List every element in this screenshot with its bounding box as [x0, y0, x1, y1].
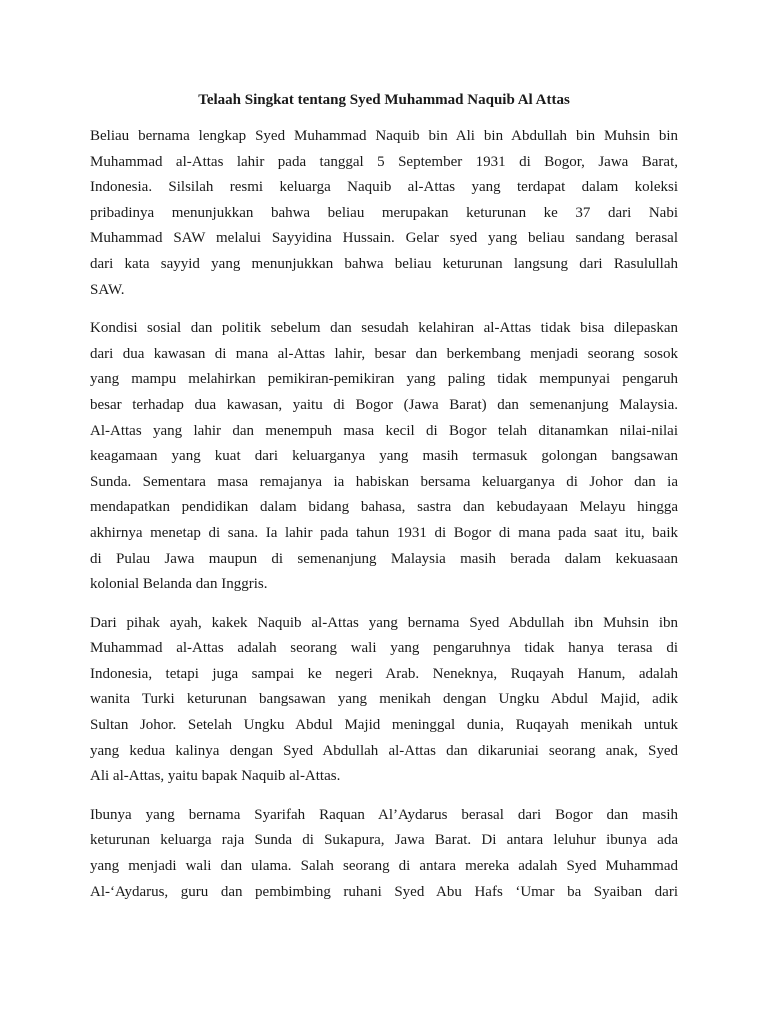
paragraph-line: Beliau bernama lengkap Syed Muhammad Naquib bin Ali bin Abdullah bin Muhsin bin: [90, 128, 678, 144]
paragraph-line: Muhammad SAW melalui Sayyidina Hussain. Gelar syed yang beliau sandang berasal: [90, 230, 678, 247]
paragraph-line: keturunan keluarga raja Sunda di Sukapura, Jawa Barat. Di antara leluhur ibunya ada: [90, 832, 678, 849]
paragraph-line: mendapatkan pendidikan dalam bidang bahasa, sastra dan kebudayaan Melayu hingga: [90, 499, 678, 516]
paragraph-line: Indonesia. Silsilah resmi keluarga Naquib al-Attas yang terdapat dalam koleksi: [90, 179, 678, 196]
document-title: Telaah Singkat tentang Syed Muhammad Naquib Al Attas: [198, 92, 570, 108]
paragraph-line: dari dua kawasan di mana al-Attas lahir, besar dan berkembang menjadi seorang sosok: [90, 345, 678, 362]
paragraph-line: Ali al-Attas, yaitu bapak Naquib al-Attas.: [90, 768, 341, 785]
paragraph-line: Dari pihak ayah, kakek Naquib al-Attas yang bernama Syed Abdullah ibn Muhsin ibn: [90, 614, 678, 631]
paragraph-4: [90, 803, 678, 905]
paragraph-line: kolonial Belanda dan Inggris.: [90, 576, 268, 593]
paragraph-line: yang kedua kalinya dengan Syed Abdullah al-Attas dan dikaruniai seorang anak, Syed: [90, 742, 678, 759]
paragraph-line: Ibunya yang bernama Syarifah Raquan Al’Aydarus berasal dari Bogor dan masih: [90, 806, 678, 823]
paragraph-line: akhirnya menetap di sana. Ia lahir pada tahun 1931 di Bogor di mana pada saat itu, baik: [90, 524, 678, 541]
paragraph-line: Sunda. Sementara masa remajanya ia habiskan bersama keluarganya di Johor dan ia: [90, 473, 678, 490]
document-body: [90, 124, 678, 905]
paragraph-line: Al-‘Aydarus, guru dan pembimbing ruhani Syed Abu Hafs ‘Umar ba Syaiban dari: [90, 883, 678, 900]
paragraph-line: keagamaan yang kuat dari keluarganya yang masih termasuk golongan bangsawan: [90, 448, 678, 465]
paragraph-line: Al-Attas yang lahir dan menempuh masa kecil di Bogor telah ditanamkan nilai-nilai: [90, 422, 678, 439]
paragraph-line: wanita Turki keturunan bangsawan yang menikah dengan Ungku Abdul Majid, adik: [90, 691, 678, 708]
paragraph-line: pribadinya menunjukkan bahwa beliau merupakan keturunan ke 37 dari Nabi: [90, 204, 678, 221]
paragraph-line: Muhammad al-Attas adalah seorang wali yang pengaruhnya tidak hanya terasa di: [90, 640, 678, 657]
paragraph-line: Indonesia, tetapi juga sampai ke negeri Arab. Neneknya, Ruqayah Hanum, adalah: [90, 665, 678, 682]
paragraph-line: yang mampu melahirkan pemikiran-pemikiran yang paling tidak mempunyai pengaruh: [90, 371, 678, 388]
paragraph-2: [90, 316, 678, 598]
paragraph-1: [90, 124, 678, 303]
paragraph-line: dari kata sayyid yang menunjukkan bahwa beliau keturunan langsung dari Rasulullah: [90, 255, 678, 272]
paragraph-line: besar terhadap dua kawasan, yaitu di Bogor (Jawa Barat) dan semenanjung Malaysia.: [90, 396, 678, 413]
paragraph-line: SAW.: [90, 281, 125, 298]
paragraph-3: [90, 611, 678, 790]
paragraph-line: Sultan Johor. Setelah Ungku Abdul Majid meninggal dunia, Ruqayah menikah untuk: [90, 717, 678, 734]
paragraph-line: Muhammad al-Attas lahir pada tanggal 5 September 1931 di Bogor, Jawa Barat,: [90, 153, 678, 170]
paragraph-line: Kondisi sosial dan politik sebelum dan sesudah kelahiran al-Attas tidak bisa dilepaskan: [90, 320, 678, 337]
paragraph-line: di Pulau Jawa maupun di semenanjung Malaysia masih berada dalam kekuasaan: [90, 550, 678, 567]
paragraph-line: yang menjadi wali dan ulama. Salah seorang di antara mereka adalah Syed Muhammad: [90, 858, 678, 875]
